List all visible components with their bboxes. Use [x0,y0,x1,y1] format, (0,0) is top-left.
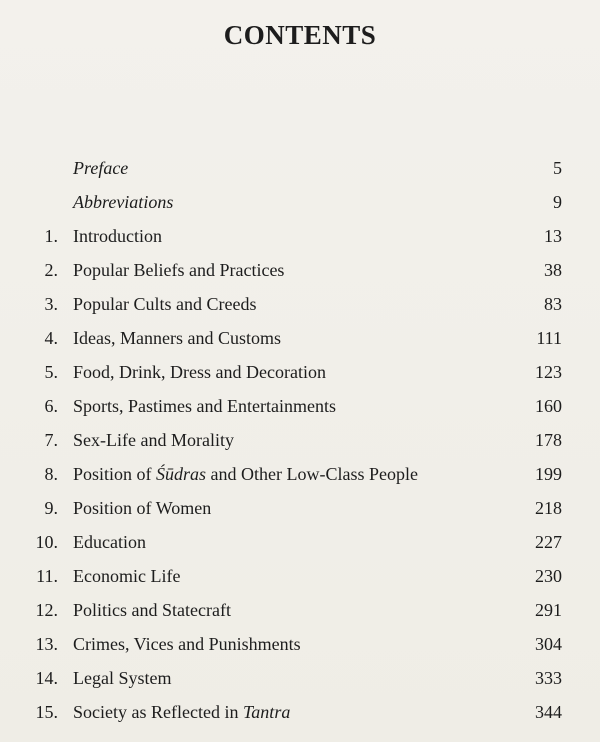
toc-entry-label-start: Position of [73,464,157,484]
toc-entry-page: 227 [535,532,562,552]
toc-entry-page: 123 [535,362,562,382]
toc-entry-chapter-9[interactable] [0,493,600,523]
toc-entry-number: 5. [44,362,58,382]
toc-entry-label: Legal System [73,668,172,688]
toc-entry-number: 14. [35,668,58,688]
toc-entry-label: Ideas, Manners and Customs [73,328,281,348]
toc-entry-page: 333 [535,668,562,688]
toc-entry-label: Introduction [73,226,162,246]
toc-entry-label: Abbreviations [73,192,174,212]
toc-entry-label: Preface [73,158,129,178]
toc-entry-number: 13. [35,634,58,654]
toc-entry-label-start: Society as Reflected in [73,702,243,722]
toc-entry-page: 5 [553,158,562,178]
toc-entry-label-italic: Śūdras [156,464,207,484]
toc-entry-page: 38 [544,260,562,280]
toc-entry-page: 83 [544,294,562,314]
toc-entry-label: Sex-Life and Morality [73,430,234,450]
toc-entry-chapter-15[interactable] [0,697,600,727]
toc-entry-page: 230 [535,566,562,586]
toc-entry-abbreviations[interactable] [0,187,600,217]
toc-entry-number: 7. [44,430,58,450]
toc-entry-page: 178 [535,430,562,450]
toc-entry-chapter-8[interactable] [0,459,600,489]
toc-entry-label: Popular Beliefs and Practices [73,260,285,280]
toc-entry-page: 304 [535,634,562,654]
toc-entry-number: 4. [44,328,58,348]
page-title: CONTENTS [223,20,377,50]
toc-entry-number: 1. [44,226,58,246]
toc-entry-number: 12. [35,600,58,620]
toc-entry-chapter-3[interactable] [0,289,600,319]
toc-entry-page: 160 [535,396,562,416]
toc-entry-number: 3. [44,294,58,314]
toc-entry-label: Economic Life [73,566,181,586]
toc-entry-number: 8. [44,464,58,484]
toc-entry-number: 6. [44,396,58,416]
toc-entry-number: 15. [35,702,58,722]
toc-entry-page: 218 [535,498,562,518]
toc-entry-label: Education [73,532,146,552]
toc-entry-label [73,697,290,727]
toc-entry-chapter-13[interactable] [0,629,600,659]
toc-entry-label: Position of Women [73,498,212,518]
toc-entry-page: 13 [544,226,562,246]
toc-entry-chapter-6[interactable] [0,391,600,421]
toc-entry-number: 10. [35,532,58,552]
toc-entry-page: 344 [535,702,562,722]
toc-entry-label: Politics and Statecraft [73,600,231,620]
toc-entry-label: Food, Drink, Dress and Decoration [73,362,326,382]
toc-entry-chapter-5[interactable] [0,357,600,387]
toc-entry-chapter-7[interactable] [0,425,600,455]
toc-entry-label-end: and Other Low-Class People [206,464,418,484]
toc-entry-label [73,459,418,489]
toc-entry-label: Popular Cults and Creeds [73,294,257,314]
toc-entry-chapter-12[interactable] [0,595,600,625]
toc-entry-page: 291 [535,600,562,620]
toc-entry-label: Crimes, Vices and Punishments [73,634,301,654]
toc-entry-chapter-10[interactable] [0,527,600,557]
toc-entry-chapter-14[interactable] [0,663,600,693]
toc-entry-number: 9. [44,498,58,518]
toc-entry-number: 2. [44,260,58,280]
toc-entry-page: 9 [553,192,562,212]
toc-entry-chapter-4[interactable] [0,323,600,353]
toc-entry-page: 111 [536,328,562,348]
toc-entry-preface[interactable] [0,153,600,183]
toc-entry-label-italic: Tantra [242,702,291,722]
toc-entry-label: Sports, Pastimes and Entertainments [73,396,336,416]
toc-entry-page: 199 [535,464,562,484]
toc-entry-chapter-1[interactable] [0,221,600,251]
toc-entry-number: 11. [36,566,58,586]
toc-entry-chapter-2[interactable] [0,255,600,285]
toc-entry-chapter-11[interactable] [0,561,600,591]
